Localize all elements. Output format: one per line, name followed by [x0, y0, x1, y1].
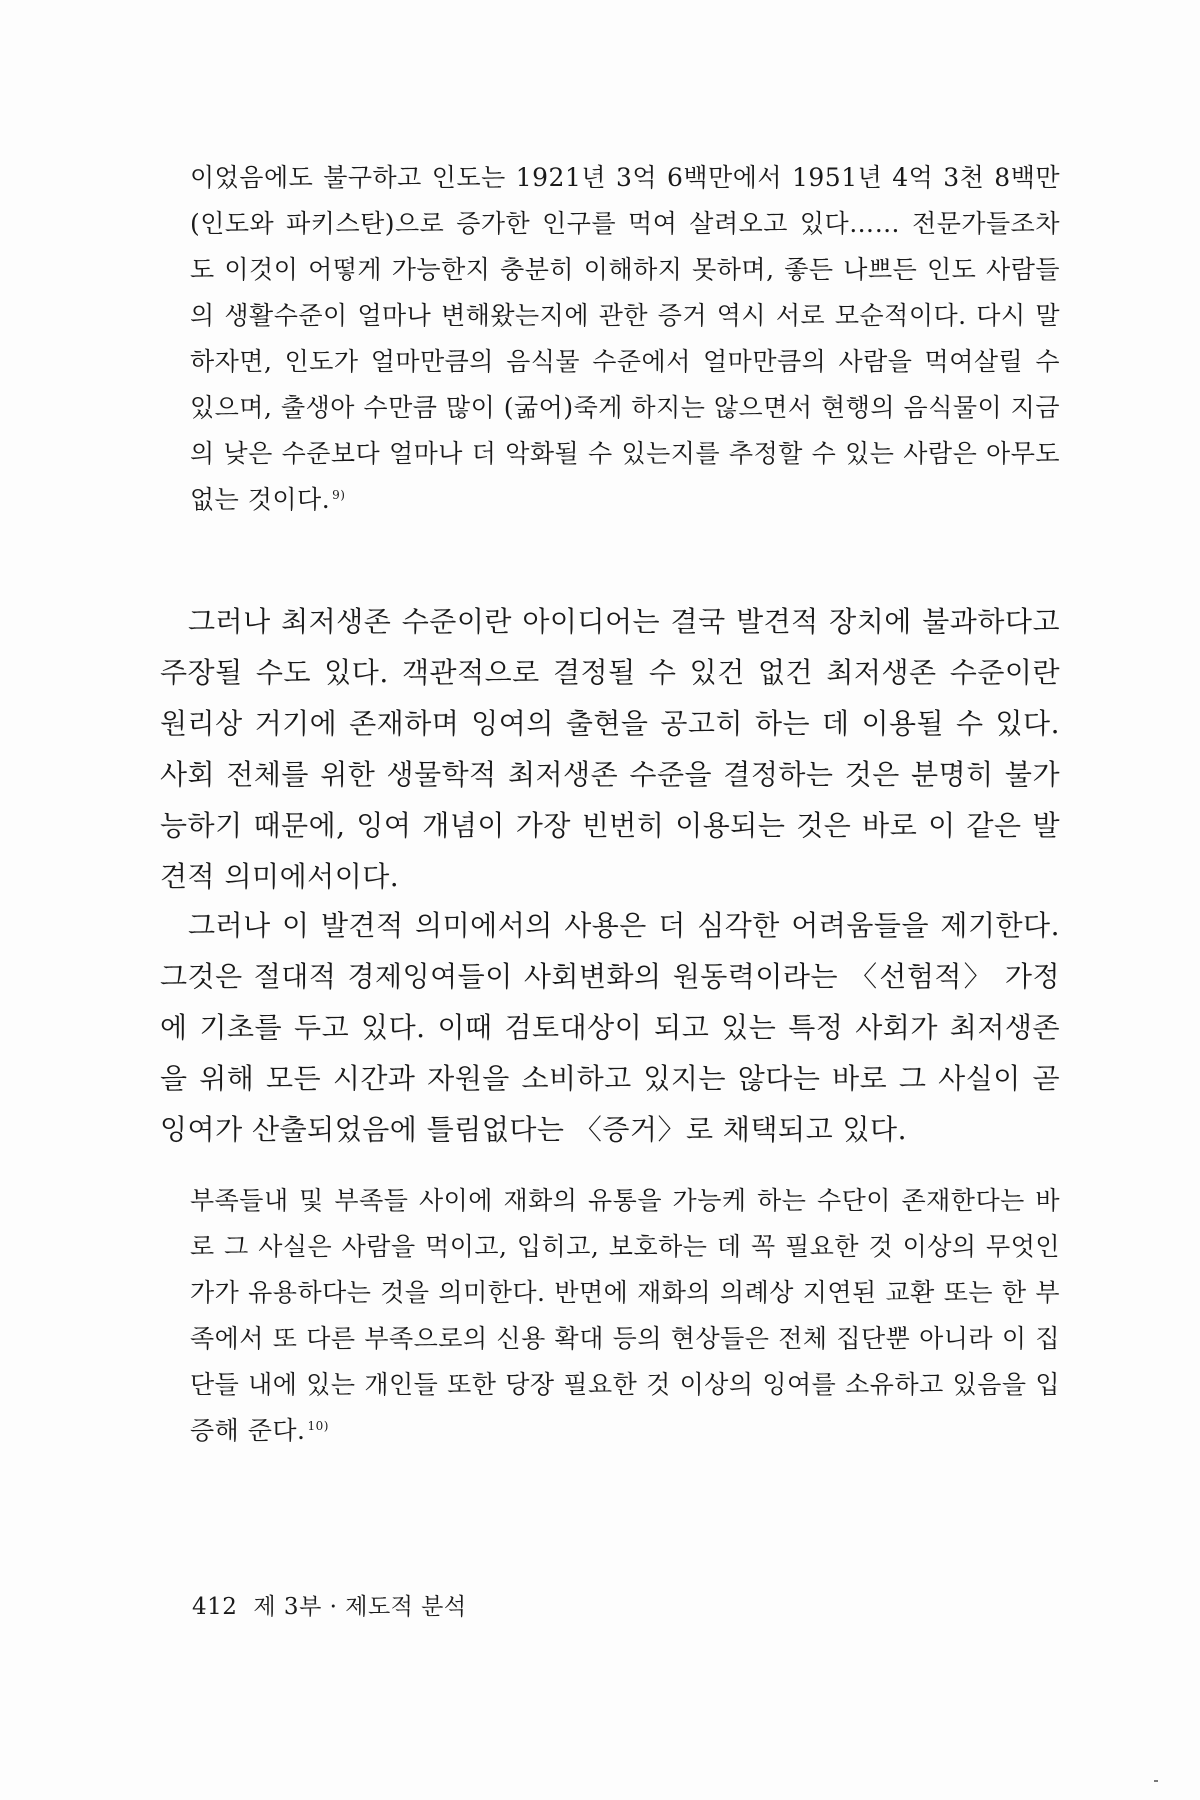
body-paragraph-2 — [160, 900, 1060, 1155]
section-title: 제 3부 · 제도적 분석 — [253, 1594, 467, 1620]
footnote-ref-9: 9) — [332, 487, 346, 502]
quote-1-text: 이었음에도 불구하고 인도는 1921년 3억 6백만에서 1951년 4억 3천 8백만 (인도와 파키스탄)으로 증가한 인구를 먹여 살려오고 있다…… 전문가들조차도 이것이 어떻게 가능한지 충분히 이해하지 못하며, 좋든 나쁘든 인도 사람들의 생활수준이 얼마나 변해왔는지에 관한 증거 역시 서로 모순적이다. 다시 말하자면, 인도가 얼마만큼의 음식물 수준에서 얼마만큼의 사람을 먹여살릴 수 있으며, 출생아 수만큼 많이 (굶어)죽게 하지는 않으면서 현행의 음식물이 지금의 낮은 수준보다 얼마나 더 악화될 수 있는지를 추정할 수 있는 사람은 아무도 없는 것이다. — [190, 163, 1060, 514]
quote-2-text: 부족들내 및 부족들 사이에 재화의 유통을 가능케 하는 수단이 존재한다는 바로 그 사실은 사람을 먹이고, 입히고, 보호하는 데 꼭 필요한 것 이상의 무엇인가가 유용하다는 것을 의미한다. 반면에 재화의 의례상 지연된 교환 또는 한 부족에서 또 다른 부족으로의 신용 확대 등의 현상들은 전체 집단뿐 아니라 이 집단들 내에 있는 개인들 또한 당장 필요한 것 이상의 잉여를 소유하고 있음을 입증해 준다. — [190, 1186, 1060, 1445]
page-number: 412 — [192, 1594, 238, 1620]
block-quote-1 — [190, 155, 1060, 523]
block-quote-2 — [190, 1178, 1060, 1454]
scan-mark — [1154, 1780, 1158, 1782]
body-paragraph-1 — [160, 596, 1060, 902]
page-footer — [192, 1592, 467, 1622]
paragraph-2-text: 그러나 이 발견적 의미에서의 사용은 더 심각한 어려움들을 제기한다. 그것은 절대적 경제잉여들이 사회변화의 원동력이라는 〈선험적〉 가정에 기초를 두고 있다. 이때 검토대상이 되고 있는 특정 사회가 최저생존을 위해 모든 시간과 자원을 소비하고 있지는 않다는 바로 그 사실이 곧 잉여가 산출되었음에 틀림없다는 〈증거〉로 채택되고 있다. — [160, 909, 1060, 1146]
footnote-ref-10: 10) — [307, 1418, 329, 1433]
paragraph-1-text: 그러나 최저생존 수준이란 아이디어는 결국 발견적 장치에 불과하다고 주장될 수도 있다. 객관적으로 결정될 수 있건 없건 최저생존 수준이란 원리상 거기에 존재하며 잉여의 출현을 공고히 하는 데 이용될 수 있다. 사회 전체를 위한 생물학적 최저생존 수준을 결정하는 것은 분명히 불가능하기 때문에, 잉여 개념이 가장 빈번히 이용되는 것은 바로 이 같은 발견적 의미에서이다. — [160, 605, 1060, 893]
